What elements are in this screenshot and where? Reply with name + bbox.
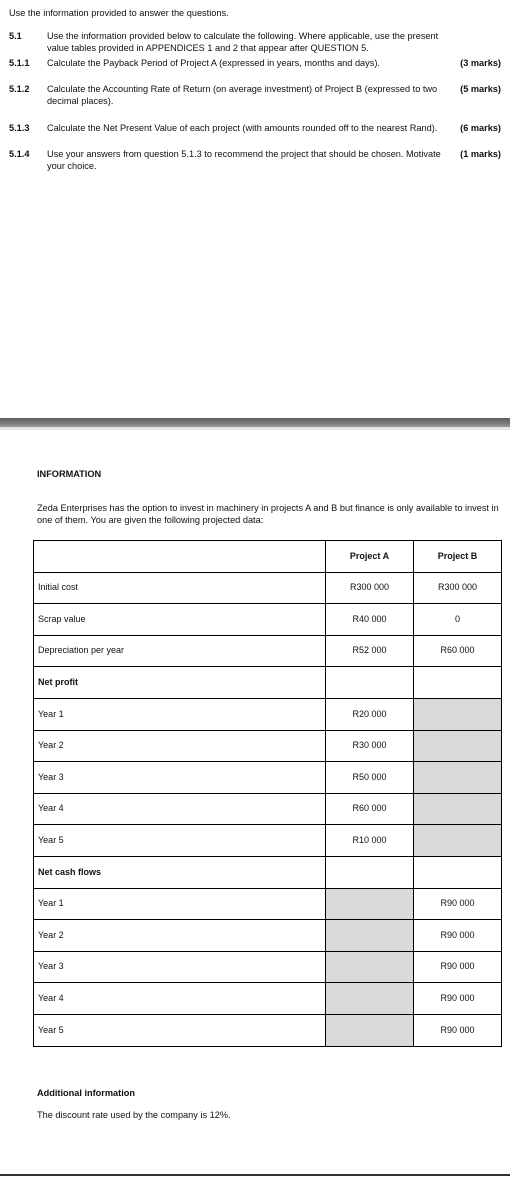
- table-row: [34, 572, 502, 604]
- header-project-a: Project A: [326, 541, 414, 573]
- page-bottom-border: [0, 1174, 510, 1176]
- project-b-value: R90 000: [414, 951, 502, 983]
- row-label: Year 4: [34, 793, 326, 825]
- project-a-value: R300 000: [326, 572, 414, 604]
- information-heading: INFORMATION: [37, 469, 102, 479]
- project-a-shaded-cell: [326, 951, 414, 983]
- question-number: 5.1.2: [9, 84, 30, 94]
- instructions-text: Use the information provided to answer the questions.: [9, 8, 229, 18]
- project-a-shaded-cell: [326, 920, 414, 952]
- table-row: [34, 604, 502, 636]
- projected-data-table: [33, 540, 502, 1047]
- project-a-value: [326, 856, 414, 888]
- project-b-value: R60 000: [414, 635, 502, 667]
- row-label: Year 1: [34, 698, 326, 730]
- project-a-value: R52 000: [326, 635, 414, 667]
- table-row: [34, 635, 502, 667]
- question-marks: (6 marks): [460, 123, 501, 133]
- row-label: Year 2: [34, 920, 326, 952]
- header-cell: [34, 541, 326, 573]
- row-label: Year 4: [34, 983, 326, 1015]
- row-label: Year 2: [34, 730, 326, 762]
- question-text: Calculate the Payback Period of Project A (expressed in years, months and days).: [47, 58, 380, 68]
- row-label: Year 3: [34, 762, 326, 794]
- question-number: 5.1: [9, 31, 22, 41]
- table-row: [34, 888, 502, 920]
- row-label: Year 1: [34, 888, 326, 920]
- question-number: 5.1.3: [9, 123, 30, 133]
- project-b-shaded-cell: [414, 825, 502, 857]
- project-a-value: R10 000: [326, 825, 414, 857]
- project-b-value: [414, 856, 502, 888]
- question-text: Use the information provided below to calculate the following. Where applicable, use the present value tables provided in APPENDICES 1 and 2 that appear after QUESTION 5.: [47, 31, 439, 53]
- row-label: Year 5: [34, 1014, 326, 1046]
- project-b-shaded-cell: [414, 698, 502, 730]
- row-label: Scrap value: [34, 604, 326, 636]
- header-project-b: Project B: [414, 541, 502, 573]
- project-b-value: R90 000: [414, 1014, 502, 1046]
- table-header-row: [34, 541, 502, 573]
- table-row: [34, 730, 502, 762]
- page-divider-shadow: [0, 427, 510, 430]
- table-row: [34, 825, 502, 857]
- project-a-value: R40 000: [326, 604, 414, 636]
- table-row: [34, 793, 502, 825]
- project-b-value: 0: [414, 604, 502, 636]
- project-b-value: [414, 667, 502, 699]
- question-text: Calculate the Net Present Value of each project (with amounts rounded off to the nearest Rand).: [47, 123, 438, 133]
- table-row: [34, 762, 502, 794]
- section-label-net-cash-flows: Net cash flows: [34, 856, 326, 888]
- table-row: [34, 920, 502, 952]
- project-b-value: R90 000: [414, 920, 502, 952]
- section-label-net-profit: Net profit: [34, 667, 326, 699]
- question-marks: (5 marks): [460, 84, 501, 94]
- project-a-value: R20 000: [326, 698, 414, 730]
- row-label: Year 5: [34, 825, 326, 857]
- table-row: [34, 698, 502, 730]
- project-a-shaded-cell: [326, 983, 414, 1015]
- project-a-shaded-cell: [326, 888, 414, 920]
- project-b-value: R300 000: [414, 572, 502, 604]
- project-a-value: [326, 667, 414, 699]
- row-label: Year 3: [34, 951, 326, 983]
- project-b-shaded-cell: [414, 730, 502, 762]
- project-b-value: R90 000: [414, 983, 502, 1015]
- project-b-shaded-cell: [414, 762, 502, 794]
- additional-info-heading: Additional information: [37, 1088, 135, 1098]
- project-a-value: R60 000: [326, 793, 414, 825]
- table-row: [34, 983, 502, 1015]
- row-label: Initial cost: [34, 572, 326, 604]
- question-text: Use your answers from question 5.1.3 to recommend the project that should be chosen. Motivate your choice.: [47, 149, 441, 171]
- project-a-value: R50 000: [326, 762, 414, 794]
- question-number: 5.1.4: [9, 149, 30, 159]
- project-b-shaded-cell: [414, 793, 502, 825]
- discount-rate-text: The discount rate used by the company is 12%.: [37, 1110, 231, 1120]
- table-row: [34, 1014, 502, 1046]
- table-row: [34, 951, 502, 983]
- project-a-value: R30 000: [326, 730, 414, 762]
- table-section-row: [34, 856, 502, 888]
- project-a-shaded-cell: [326, 1014, 414, 1046]
- table-section-row: [34, 667, 502, 699]
- row-label: Depreciation per year: [34, 635, 326, 667]
- page-divider: [0, 418, 510, 427]
- question-number: 5.1.1: [9, 58, 30, 68]
- question-marks: (1 marks): [460, 149, 501, 159]
- question-text: Calculate the Accounting Rate of Return (on average investment) of Project B (expressed to two decimal places).: [47, 84, 438, 106]
- question-marks: (3 marks): [460, 58, 501, 68]
- information-paragraph: Zeda Enterprises has the option to invest in machinery in projects A and B but finance is only available to invest in one of them. You are given the following projected data:: [37, 503, 499, 525]
- project-b-value: R90 000: [414, 888, 502, 920]
